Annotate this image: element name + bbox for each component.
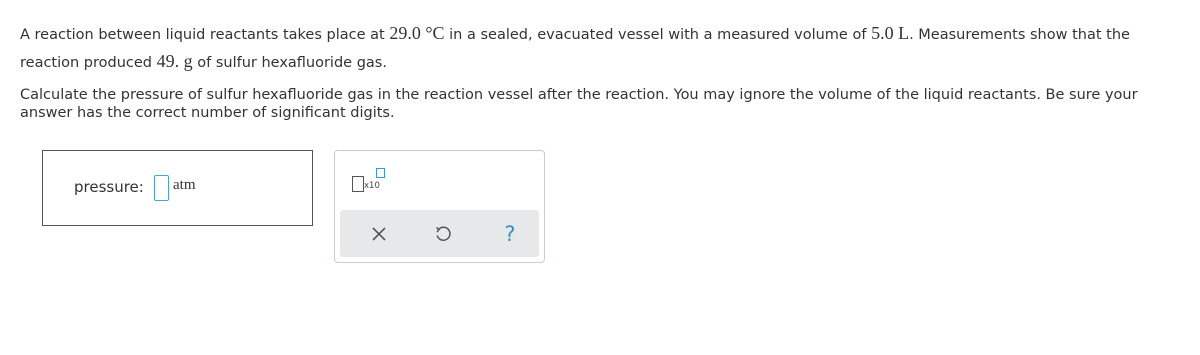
pressure-label: pressure: (74, 178, 144, 196)
close-icon (372, 227, 386, 241)
question-text: of sulfur hexafluoride gas. (192, 55, 387, 71)
pressure-unit: atm (173, 177, 196, 193)
exponent-box-icon (376, 168, 385, 178)
mass-value: 49. g (156, 51, 193, 71)
question-text: A reaction between liquid reactants takes place at (20, 27, 390, 43)
volume-value: 5.0 L (871, 23, 910, 43)
clear-button[interactable] (367, 222, 391, 246)
action-bar (340, 210, 539, 257)
scientific-notation-button[interactable] (352, 168, 388, 196)
pressure-input[interactable] (154, 175, 169, 201)
x10-label: x10 (364, 181, 380, 191)
math-tool-panel (334, 150, 545, 263)
question-paragraph-2: Calculate the pressure of sulfur hexafluoride gas in the reaction vessel after the reaction. You may ignore the volume of the liquid reactants. Be sure your answer has the correct number of significant digits. (20, 87, 1138, 121)
question-text: . Measurements show that the reaction produced (20, 27, 1130, 71)
question-paragraph-1 (20, 20, 1185, 76)
answer-box (42, 150, 313, 226)
question-text: in a sealed, evacuated vessel with a measured volume of (444, 27, 872, 43)
help-button[interactable] (498, 222, 522, 246)
help-icon: ? (504, 222, 516, 246)
undo-button[interactable] (431, 222, 455, 246)
temperature-value: 29.0 °C (389, 23, 445, 43)
base-box-icon (352, 176, 364, 192)
undo-icon (434, 225, 452, 243)
